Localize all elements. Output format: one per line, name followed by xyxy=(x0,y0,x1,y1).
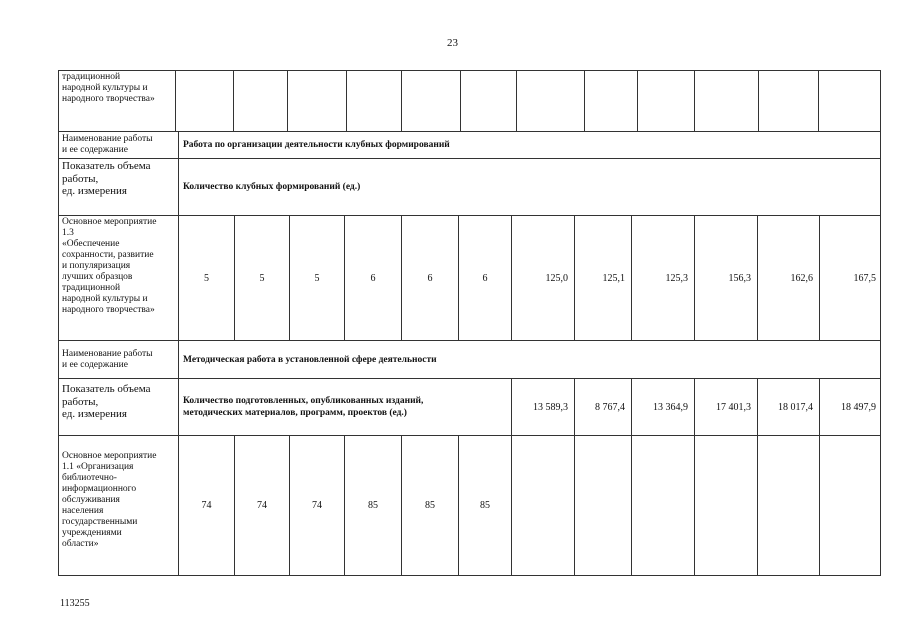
value-cell: 17 401,3 xyxy=(695,379,758,435)
value-cell: 5 xyxy=(235,216,290,340)
value-cell: 13 364,9 xyxy=(632,379,695,435)
value-cell: 85 xyxy=(345,436,402,575)
row-label: традиционной народной культуры и народного творчества» xyxy=(59,71,176,131)
value-cell: 8 767,4 xyxy=(575,379,632,435)
table-cell xyxy=(759,71,819,131)
row-label: Основное мероприятие 1.1 «Организация библиотечно- информационного обслуживания населения государственными учреждениями области» xyxy=(59,436,179,575)
page-number: 23 xyxy=(447,37,458,49)
table-row-continuation xyxy=(59,71,880,132)
value-cell: 85 xyxy=(459,436,512,575)
table-cell xyxy=(585,71,638,131)
value-cell: 13 589,3 xyxy=(512,379,575,435)
table-cell xyxy=(819,71,882,131)
row-label: Основное мероприятие 1.3 «Обеспечение сохранности, развитие и популяризация лучших образцов традиционной народной культуры и народного творчества» xyxy=(59,216,179,340)
value-cell: 85 xyxy=(402,436,459,575)
table-cell xyxy=(402,71,461,131)
value-cell: 18 497,9 xyxy=(841,401,876,413)
table-cell xyxy=(461,71,517,131)
value-cell: 5 xyxy=(290,216,345,340)
value-cell: 6 xyxy=(459,216,512,340)
volume-indicator-text: Количество клубных формирований (ед.) xyxy=(183,182,361,192)
value-cell: 6 xyxy=(402,216,459,340)
table-row-volume-indicator xyxy=(59,159,880,216)
work-name-text: Работа по организации деятельности клубных формирований xyxy=(183,140,450,150)
value-cell: 125,3 xyxy=(632,216,695,340)
value-cell: 74 xyxy=(235,436,290,575)
row-label: Наименование работы и ее содержание xyxy=(59,341,179,378)
table-cell xyxy=(288,71,347,131)
table-row-volume-indicator-2 xyxy=(59,379,880,436)
footer-document-code: 113255 xyxy=(60,598,90,609)
table-cell xyxy=(638,71,695,131)
table-cell xyxy=(234,71,288,131)
data-table xyxy=(58,70,881,576)
table-cell xyxy=(176,71,234,131)
table-cell xyxy=(512,436,575,575)
value-cell: 5 xyxy=(179,216,235,340)
value-cell: 74 xyxy=(179,436,235,575)
table-row-work-name xyxy=(59,132,880,159)
volume-indicator-text: Количество подготовленных, опубликованных изданий, методических материалов, программ, проектов (ед.) xyxy=(179,379,512,435)
value-cell: 18 017,4 xyxy=(758,379,820,435)
table-cell xyxy=(347,71,402,131)
table-row-work-name-2 xyxy=(59,341,880,379)
table-cell xyxy=(758,436,820,575)
table-row-activity-1-1 xyxy=(59,436,880,575)
value-cell: 125,0 xyxy=(512,216,575,340)
table-cell xyxy=(632,436,695,575)
work-name-text: Методическая работа в установленной сфере деятельности xyxy=(183,354,437,365)
value-cell: 167,5 xyxy=(853,272,876,284)
table-cell xyxy=(695,71,759,131)
value-cell: 125,1 xyxy=(575,216,632,340)
value-cell: 162,6 xyxy=(758,216,820,340)
value-cell: 74 xyxy=(290,436,345,575)
row-label: Показатель объема работы, ед. измерения xyxy=(59,159,179,215)
row-label: Показатель объема работы, ед. измерения xyxy=(59,379,179,435)
row-label: Наименование работы и ее содержание xyxy=(59,132,179,158)
table-cell xyxy=(820,436,882,575)
table-cell xyxy=(517,71,585,131)
table-row-activity-1-3 xyxy=(59,216,880,341)
table-cell xyxy=(695,436,758,575)
value-cell: 156,3 xyxy=(695,216,758,340)
value-cell: 6 xyxy=(345,216,402,340)
table-cell xyxy=(575,436,632,575)
